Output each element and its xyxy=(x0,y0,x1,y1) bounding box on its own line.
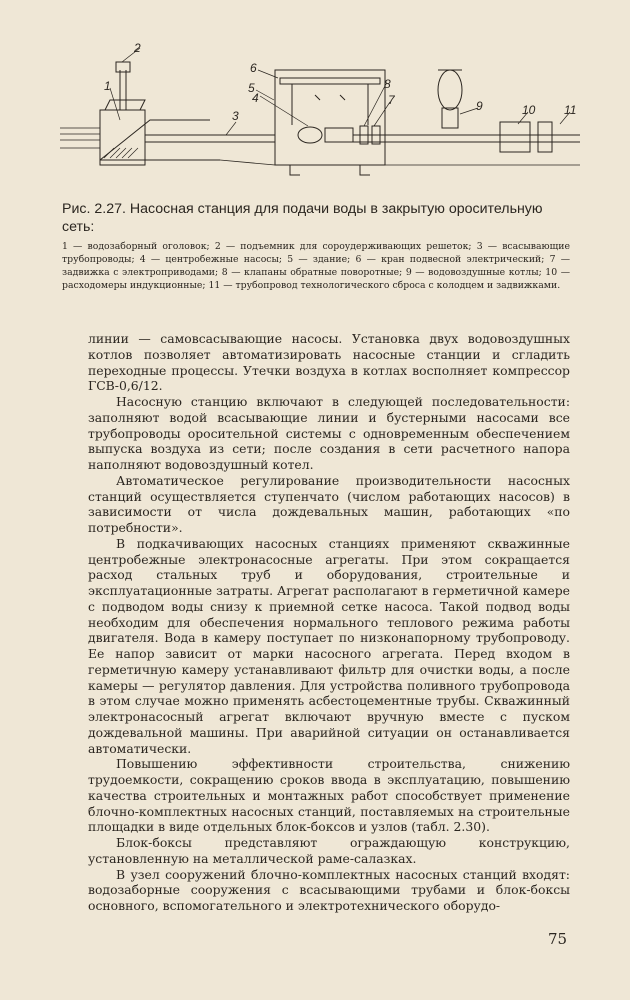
body-text xyxy=(88,331,570,914)
pump-station-diagram xyxy=(60,40,580,190)
diagram-label: 6 xyxy=(250,61,257,75)
diagram-label: 2 xyxy=(134,41,141,55)
diagram-label: 11 xyxy=(564,103,577,117)
paragraph: линии — самовсасывающие насосы. Установка двух водовоздушных котлов позволяет автоматизировать насосные станции и сгладить переходные процессы. Утечки воздуха в котлах восполняет компрессор ГСВ-0,6/12. xyxy=(88,331,570,394)
paragraph: Повышению эффективности строительства, снижению трудоемкости, сокращению сроков ввода в эксплуатацию, повышению качества строительных и монтажных работ способствует применение блочно-комплектных насосных станций, поставляемых на строительные площадки в виде отдельных блок-боксов и узлов (табл. 2.30). xyxy=(88,756,570,835)
diagram-label: 3 xyxy=(232,109,239,123)
paragraph: Насосную станцию включают в следующей последовательности: заполняют водой всасывающие линии и бустерными насосами все трубопроводы оросительной системы с одновременным обеспечением выпуска воздуха из сети; после создания в сети расчетного напора наполняют водовоздушный котел. xyxy=(88,394,570,472)
diagram-label: 8 xyxy=(384,77,391,91)
paragraph: В подкачивающих насосных станциях применяют скважинные центробежные электронасосные агрегаты. При этом сокращается расход стальных труб и оборудования, строительные и эксплуатационные затраты. Агрегат располагают в герметичной камере с подводом воды снизу к приемной сетке насоса. Такой подвод воды необходим для обеспечения нормального теплового режима работы двигателя. Вода в камеру поступает по низконапорному трубопроводу. Ее напор зависит от марки насосного агрегата. Перед входом в герметичную камеру устанавливают фильтр для очистки воды, а после камеры — регулятор давления. Для устройства поливного трубопровода в этом случае можно применять асбестоцементные трубы. Скважинный электронасосный агрегат включают вручную вместе с пуском дождевальной машины. При аварийной ситуации он останавливается автоматически. xyxy=(88,535,570,756)
paragraph: В узел сооружений блочно-комплектных насосных станций входят: водозаборные сооружения с всасывающими трубами и блок-боксы основного, вспомогательного и электротехнического оборудо- xyxy=(88,866,570,913)
diagram-label: 1 xyxy=(104,79,111,93)
diagram-label: 7 xyxy=(388,93,395,107)
diagram-labels xyxy=(104,41,576,123)
diagram-label: 9 xyxy=(476,99,483,113)
diagram-label: 10 xyxy=(522,103,536,117)
paragraph: Автоматическое регулирование производительности насосных станций осуществляется ступенчато (числом работающих насосов) в зависимости от числа дождевальных машин, работающих «по потребности». xyxy=(88,472,570,535)
paragraph: Блок-боксы представляют ограждающую конструкцию, установленную на металлической раме-салазках. xyxy=(88,835,570,866)
figure-caption: Рис. 2.27. Насосная станция для подачи воды в закрытую оросительную сеть: xyxy=(62,201,543,235)
page-number: 75 xyxy=(548,930,568,948)
figure-legend: 1 — водозаборный оголовок; 2 — подъемник для сороудерживающих решеток; 3 — всасывающие трубопроводы; 4 — центробежные насосы; 5 — здание; 6 — кран подвесной электрический; 7 — задвижка с электроприводами; 8 — клапаны обратные поворотные; 9 — водовоздушные котлы; 10 — расходомеры индукционные; 11 — трубопровод технологического сброса с колодцем и задвижками. xyxy=(62,241,570,291)
diagram-label: 5 xyxy=(248,81,255,95)
diagram-label: 4 xyxy=(252,91,259,105)
